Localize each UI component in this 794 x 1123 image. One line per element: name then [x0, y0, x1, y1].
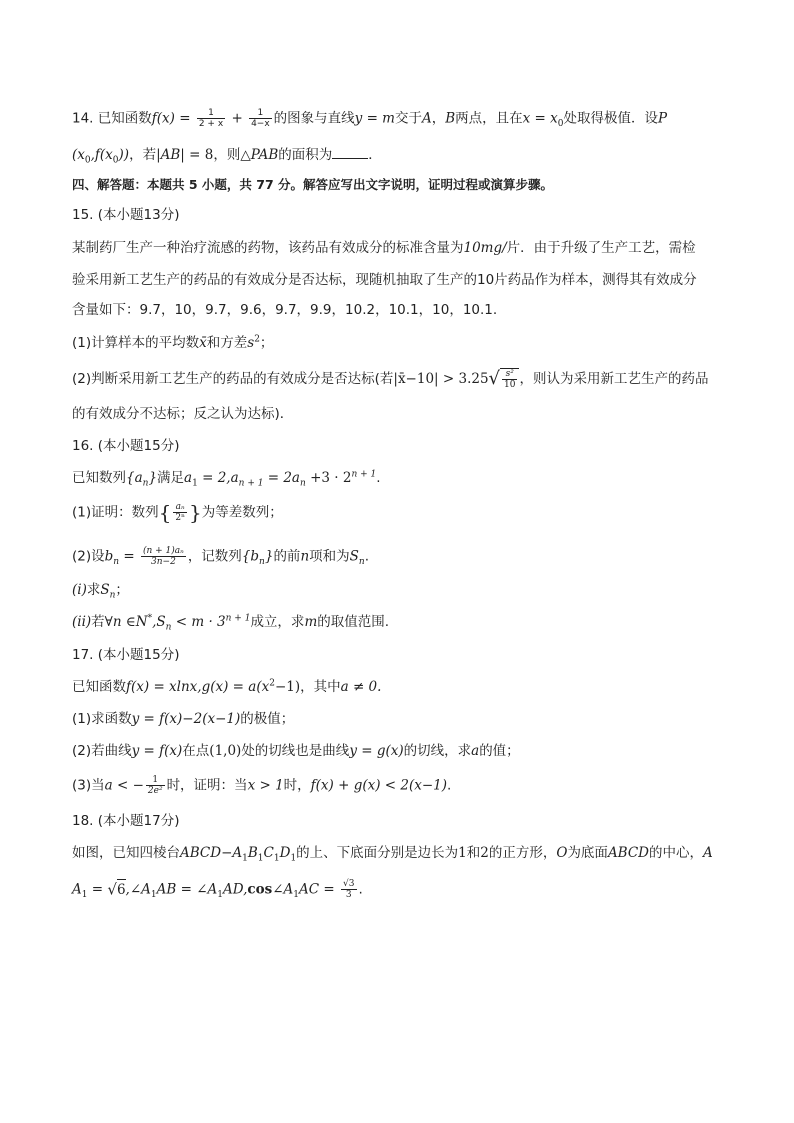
q14-eq: =: [174, 110, 195, 127]
q16-ii-ineq: < m · 3: [171, 614, 226, 630]
q16-i-label: (i): [72, 582, 87, 598]
q16-forall: ∀n ∈N: [104, 614, 148, 630]
q17-part-1: [72, 709, 294, 729]
q16-ii-S: ,S: [152, 614, 166, 630]
right-brace-icon: }: [188, 500, 202, 525]
q17-p2-fx: y = f(x): [131, 743, 183, 759]
q14-frac-2-den: 4−x: [251, 119, 270, 129]
q15-p1-text-b: 和方差: [206, 335, 248, 351]
q14-B: B: [445, 110, 456, 127]
q16-p1-num: aₙ: [173, 502, 187, 513]
q17-heading: 17. (本小题15分): [72, 647, 180, 663]
q14-frac-2-num: 1: [249, 108, 272, 119]
q18-text-d: 为底面: [567, 845, 608, 861]
q18-ac: AC: [299, 881, 320, 898]
q14-text-f: ，若: [129, 147, 157, 163]
q18-s1: 1: [242, 853, 248, 864]
q14-text-e: 处取得极值．设: [563, 110, 659, 127]
q14-text-g: 的面积为: [278, 147, 333, 163]
q15-text-b: 片．由于升级了生产工艺，需检: [506, 240, 696, 256]
q16-Sn-sub: n: [358, 557, 365, 568]
q18-l2-eq: =: [87, 881, 108, 898]
q16-p2-text-c: 的前: [273, 548, 301, 565]
q15-xbar: x̄: [199, 335, 207, 351]
q14-frac-1-num: 1: [197, 108, 225, 119]
q15-line-1: [72, 238, 696, 258]
q17-p2-a: a: [471, 743, 480, 759]
q15-s: s: [247, 335, 255, 351]
q17-p2-end: 的值；: [479, 743, 520, 759]
q18-angle2: = ∠A: [176, 881, 218, 898]
q16-p2-text-b: ，记数列: [187, 548, 242, 565]
q16-bn-eq: =: [119, 548, 139, 565]
q18-sqrt6: [107, 879, 125, 900]
q18-abcd: ABCD−A: [180, 845, 243, 861]
q17-p3-x: x > 1: [247, 777, 284, 794]
q18-O: O: [556, 845, 568, 861]
q15-p2-text: (2)判断采用新工艺生产的药品的有效成分是否达标(若: [72, 371, 394, 387]
q14-line-2: [72, 144, 382, 165]
q18-cos: cos: [247, 881, 273, 898]
q14-text: 14. 已知函数: [72, 110, 152, 127]
q16-part-ii: [72, 612, 389, 632]
q16-an1-sub: n + 1: [238, 478, 264, 489]
q14-xx0: x = x: [522, 110, 558, 127]
q16-2an-sub: n: [300, 478, 306, 489]
q17-p2-point: (1,0): [209, 743, 242, 759]
q18-s2: 1: [257, 853, 264, 864]
q14-text-d: 两点，且在: [455, 110, 523, 127]
q16-ii-text: 若: [91, 614, 105, 630]
q18-l2-s2: 1: [150, 890, 157, 901]
q18-text-a: 如图，已知四棱台: [72, 845, 180, 861]
left-brace-icon: {: [158, 500, 172, 525]
q15-line-2: 验采用新工艺生产的药品的有效成分是否达标，现随机抽取了生产的10片药品作为样本，测得其有效成分: [72, 272, 697, 288]
section-4-heading: 四、解答题：本题共 5 小题，共 77 分。解答应写出文字说明，证明过程或演算步骤。: [72, 177, 554, 192]
q15-p1-text: (1)计算样本的平均数: [72, 335, 200, 351]
q16-line-1: [72, 468, 381, 488]
q16-p2-den: 3n−2: [151, 557, 176, 567]
q16-p1-den: 2ⁿ: [175, 513, 185, 523]
q17-p3-den: 2e²: [147, 786, 163, 796]
q15-sqrt-den: 10: [504, 380, 516, 390]
q14-ab: |AB|: [156, 147, 185, 163]
q18-two: 2: [480, 845, 489, 861]
q18-b: B: [247, 845, 258, 861]
q16-period: .: [376, 470, 381, 486]
q18-sqrt-val: 6: [117, 879, 126, 900]
q18-angle1: ,∠A: [125, 881, 151, 898]
q18-radical-icon: √: [107, 880, 117, 899]
q17-p3-text-c: 时，: [283, 777, 311, 794]
q16-bn-sub: n: [113, 557, 120, 568]
q18-c: C: [263, 845, 274, 861]
q16-p1-text-b: 为等差数列；: [201, 504, 283, 521]
q15-part-2: [72, 368, 708, 390]
q14-fx0-sub: 0: [112, 155, 119, 166]
q16-n: n: [300, 548, 310, 565]
q16-a1-sub: 1: [192, 478, 198, 489]
q16-2an: = 2a: [263, 470, 300, 486]
q17-ax: = a(x: [228, 679, 270, 695]
q16-part-2: [72, 546, 369, 567]
q16-heading: 16. (本小题15分): [72, 438, 180, 454]
q15-abs: |x̄−10| > 3.25: [393, 371, 489, 387]
q14-sub0: 0: [557, 119, 564, 130]
q16-bn2-close: }: [264, 548, 274, 565]
q16-an: {a: [126, 470, 143, 486]
q18-frac-num: √3: [343, 879, 355, 889]
q16-eq2: = 2,a: [197, 470, 239, 486]
q18-frac-den: 3: [345, 890, 352, 900]
q16-p2-text-d: 项和为: [309, 548, 350, 565]
q17-line-1: [72, 677, 381, 697]
q17-p2-text: (2)若曲线: [72, 743, 132, 759]
q17-fx: f(x): [126, 679, 150, 695]
q18-heading: 18. (本小题17分): [72, 813, 180, 829]
q17-part-3: [72, 775, 451, 796]
q17-p3-text-b: 时，证明：当: [166, 777, 248, 794]
q18-and: 和: [466, 845, 481, 861]
q18-text-c: 的正方形，: [488, 845, 557, 861]
q18-line-1: [72, 843, 713, 863]
q14-ym: y = m: [354, 110, 395, 127]
q17-p2-text-d: 的切线，求: [403, 743, 472, 759]
q18-angle3: ∠A: [272, 881, 294, 898]
q18-l2-s3: 1: [217, 890, 224, 901]
q14-frac-1: [197, 108, 225, 129]
q16-p2-num: (n + 1)aₙ: [142, 546, 184, 556]
q16-m: m: [304, 614, 318, 630]
q15-sqrt-num: s²: [502, 369, 517, 380]
q17-part-2: [72, 741, 520, 761]
q18-A: A: [703, 845, 713, 861]
q17-xlnx: = xlnx,g(x): [149, 679, 229, 695]
q16-i-S: S: [100, 582, 110, 598]
q17-p1-text: (1)求函数: [72, 711, 132, 727]
q17-aneq0: a ≠ 0.: [340, 679, 382, 695]
q17-p3-end: .: [447, 777, 452, 794]
q17-p3-num: 1: [146, 775, 165, 786]
q14-period: ．: [368, 147, 382, 163]
q16-3dot2: +3 · 2: [305, 470, 352, 486]
q17-p1-end: 的极值；: [240, 711, 295, 727]
q14-line-1: [72, 108, 667, 129]
q16-star: *: [147, 613, 153, 624]
q16-ii-exp: n + 1: [225, 613, 251, 624]
q14-A: A: [421, 110, 432, 127]
q18-l2-s4: 1: [293, 890, 300, 901]
q18-s3: 1: [273, 853, 280, 864]
q16-an-close: }: [148, 470, 158, 486]
q15-line-3: 含量如下：9.7，10，9.7，9.6，9.7，9.9，10.2，10.1，10，10.1.: [72, 302, 498, 318]
q18-l2-s1: 1: [81, 890, 88, 901]
q16-i-text: 求: [86, 582, 101, 598]
q18-ab: AB: [156, 881, 177, 898]
q16-ii-label: (ii): [72, 614, 92, 630]
q18-base: ABCD: [607, 845, 650, 861]
q14-comma: ，: [431, 110, 446, 127]
q16-ii-text-b: 成立，求: [250, 614, 305, 630]
q15-part-2-cont: 的有效成分不达标；反之认为达标)．: [72, 406, 294, 422]
q18-one: 1: [458, 845, 467, 861]
q15-radical-icon: √: [488, 368, 501, 389]
q16-a1: a: [184, 470, 193, 486]
q15-p1-end: ；: [259, 335, 274, 351]
q17-text-b: ，其中: [300, 679, 341, 695]
q16-an-sub: n: [142, 478, 149, 489]
q14-frac-1-den: 2 + x: [198, 119, 224, 129]
q15-text-a: 某制药厂生产一种治疗流感的药物，该药品有效成分的标准含量为: [72, 240, 464, 256]
q16-p1-text: (1)证明：数列: [72, 504, 159, 521]
q18-s4: 1: [290, 853, 297, 864]
q16-bn2-sub: n: [259, 557, 265, 568]
q15-part-1: [72, 333, 273, 353]
q14-triangle: △PAB: [240, 147, 279, 163]
q16-i-end: ；: [115, 582, 129, 598]
q17-p1-expr: y = f(x)−2(x−1): [131, 711, 241, 727]
q17-minus1: −1): [274, 679, 301, 695]
q14-answer-blank[interactable]: [332, 144, 368, 159]
q15-sqrt: [489, 368, 520, 390]
q17-text-a: 已知函数: [72, 679, 126, 695]
q18-text-b: 的上、下底面分别是边长为: [296, 845, 459, 861]
q18-end: .: [358, 881, 363, 898]
q14-text-c: 交于: [394, 110, 422, 127]
q14-frac-2: [249, 108, 272, 129]
q14-fx: f(x): [151, 110, 175, 127]
q18-text-e: 的中心，: [649, 845, 704, 861]
q17-p2-text-b: 在点: [182, 743, 210, 759]
q16-p2-text: (2)设: [72, 548, 105, 565]
q14-P: P: [658, 110, 668, 127]
q16-part-1: [72, 502, 283, 523]
q16-text-a: 已知数列: [72, 470, 126, 486]
q14-eq8: = 8，则: [184, 147, 241, 163]
q16-part-i: [72, 580, 129, 600]
q17-p3-ineq: f(x) + g(x) < 2(x−1): [310, 777, 448, 794]
q14-x0-sub: 0: [84, 155, 91, 166]
q15-p2-text-b: ，则认为采用新工艺生产的药品: [519, 371, 709, 387]
q16-bn: b: [104, 548, 114, 565]
q16-text-b: 满足: [157, 470, 185, 486]
q17-p2-gx: y = g(x): [349, 743, 404, 759]
q15-unit: 10mg/: [463, 240, 507, 256]
q16-exp: n + 1: [351, 469, 377, 480]
q17-p3-text: (3)当: [72, 777, 105, 794]
q16-p2-end: .: [364, 548, 369, 565]
q14-close: )): [118, 147, 130, 163]
q18-l2-A: A: [72, 881, 82, 898]
q14-plus: +: [227, 110, 248, 127]
q16-ii-S-sub: n: [165, 622, 172, 633]
q15-s-sup: 2: [254, 334, 260, 345]
q17-sq: 2: [269, 678, 275, 689]
q14-x0-open: (x: [72, 147, 85, 163]
q15-heading: 15. (本小题13分): [72, 207, 180, 223]
q16-Sn: S: [349, 548, 359, 565]
q17-p3-a: a < −: [104, 777, 144, 794]
q18-l2-eq2: =: [319, 881, 340, 898]
q16-bn2: {b: [241, 548, 260, 565]
q18-line-2: [72, 879, 363, 900]
q18-d: D: [279, 845, 291, 861]
q16-i-S-sub: n: [109, 590, 116, 601]
q14-fx0: ,f(x: [90, 147, 113, 163]
q16-ii-end: 的取值范围.: [317, 614, 390, 630]
q17-p2-text-c: 处的切线也是曲线: [241, 743, 350, 759]
q14-text-b: 的图象与直线: [273, 110, 355, 127]
q18-ad: AD,: [223, 881, 248, 898]
